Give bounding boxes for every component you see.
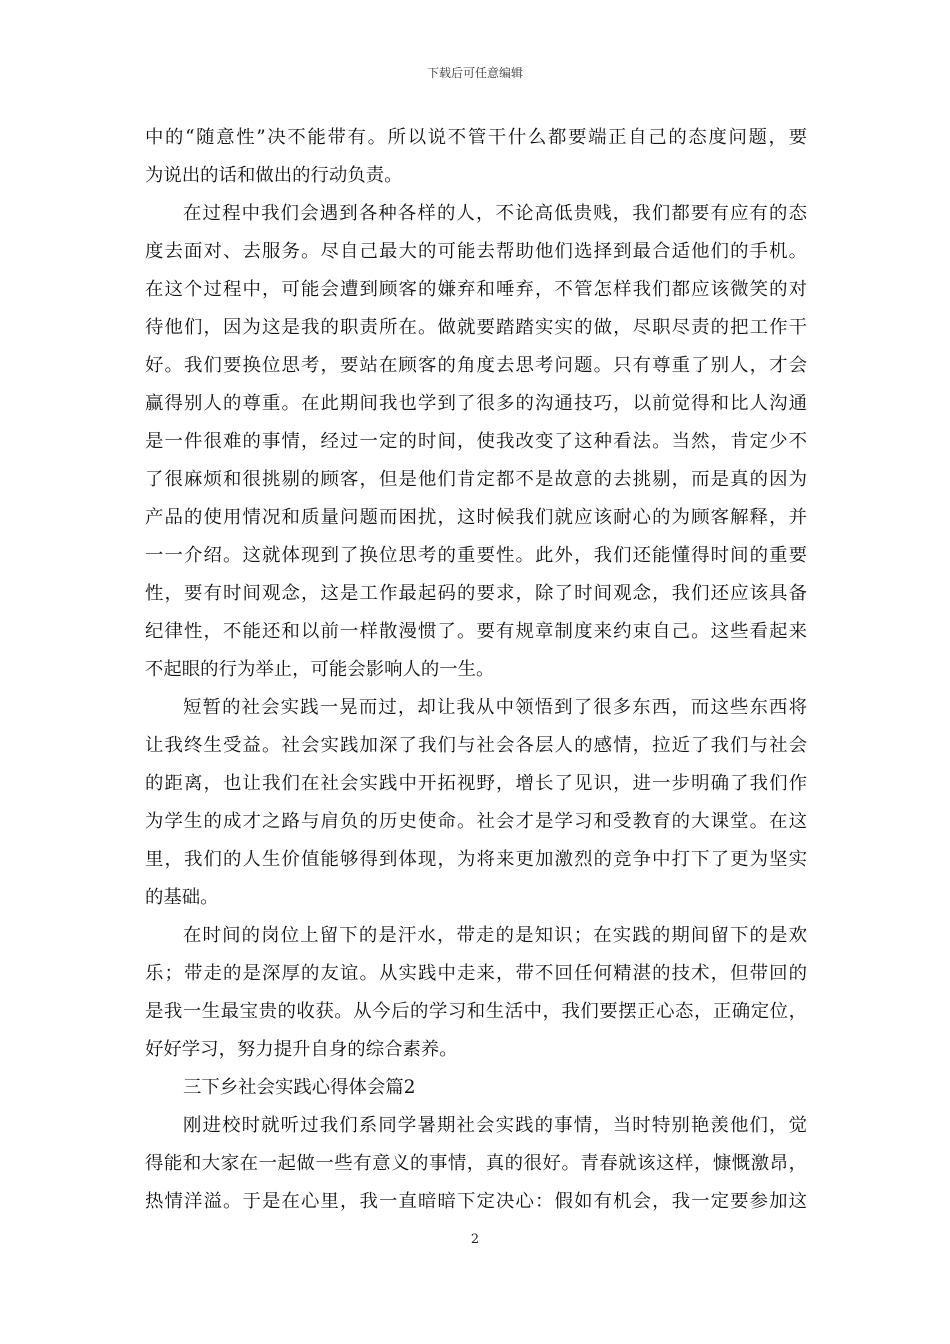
text-line: 热情洋溢。于是在心里，我一直暗暗下定决心：假如有机会，我一定要参加这 (145, 1191, 807, 1212)
text-line: 待他们，因为这是我的职责所在。做就要踏踏实实的做，尽职尽责的把工作干 (145, 317, 807, 338)
text-line: 产品的使用情况和质量问题而困扰，这时候我们就应该耐心的为顾客解释，并 (145, 507, 807, 528)
text-line: 中的“随意性”决不能带有。所以说不管干什么都要端正自己的态度问题，要 (145, 127, 807, 148)
section-heading (145, 1069, 807, 1107)
text-line: 不起眼的行为举止，可能会影响人的一生。 (145, 659, 495, 680)
text-line: 短暂的社会实践一晃而过，却让我从中领悟到了很多东西，而这些东西将 (183, 697, 807, 718)
text-line: 是我一生最宝贵的收获。从今后的学习和生活中，我们要摆正心态，正确定位， (145, 1001, 807, 1022)
text-line: 性，要有时间观念，这是工作最起码的要求，除了时间观念，我们还应该具备 (145, 583, 807, 604)
text-line: 好。我们要换位思考，要站在顾客的角度去思考问题。只有尊重了别人，才会 (145, 355, 807, 376)
paragraph (145, 917, 807, 1069)
text-line: 里，我们的人生价值能够得到体现，为将来更加激烈的竞争中打下了更为坚实 (145, 849, 807, 870)
paragraph (145, 1107, 807, 1221)
text-line: 了很麻烦和很挑剔的顾客，但是他们肯定都不是故意的去挑剔，而是真的因为 (145, 469, 807, 490)
paragraph (145, 195, 807, 689)
text-line: 为学生的成才之路与肩负的历史使命。社会才是学习和受教育的大课堂。在这 (145, 811, 807, 832)
text-line: 好好学习，努力提升自身的综合素养。 (145, 1039, 458, 1060)
text-line: 赢得别人的尊重。在此期间我也学到了很多的沟通技巧，以前觉得和比人沟通 (145, 393, 807, 414)
text-line: 一一介绍。这就体现到了换位思考的重要性。此外，我们还能懂得时间的重要 (145, 545, 807, 566)
text-line: 在过程中我们会遇到各种各样的人，不论高低贵贱，我们都要有应有的态 (183, 203, 807, 224)
text-line: 得能和大家在一起做一些有意义的事情，真的很好。青春就该这样，慷慨激昂， (145, 1153, 807, 1174)
text-line: 度去面对、去服务。尽自己最大的可能去帮助他们选择到最合适他们的手机。 (145, 241, 807, 262)
text-line: 乐；带走的是深厚的友谊。从实践中走来，带不回任何精湛的技术，但带回的 (145, 963, 807, 984)
paragraph (145, 689, 807, 917)
page-header: 下载后可任意编辑 (426, 66, 523, 80)
text-line: 三下乡社会实践心得体会篇2 (183, 1077, 416, 1098)
text-line: 的基础。 (145, 887, 219, 908)
text-line: 是一件很难的事情，经过一定的时间，使我改变了这种看法。当然，肯定少不 (145, 431, 807, 452)
text-line: 让我终生受益。社会实践加深了我们与社会各层人的感情，拉近了我们与社会 (145, 735, 807, 756)
text-line: 纪律性，不能还和以前一样散漫惯了。要有规章制度来约束自己。这些看起来 (145, 621, 807, 642)
paragraph (145, 119, 807, 195)
text-line: 刚进校时就听过我们系同学暑期社会实践的事情，当时特别艳羡他们，觉 (183, 1115, 807, 1136)
page-number: 2 (470, 1232, 480, 1247)
text-line: 在这个过程中，可能会遭到顾客的嫌弃和唾弃，不管怎样我们都应该微笑的对 (145, 279, 807, 300)
text-line: 在时间的岗位上留下的是汗水，带走的是知识；在实践的期间留下的是欢 (183, 925, 807, 946)
text-line: 的距离，也让我们在社会实践中开拓视野，增长了见识，进一步明确了我们作 (145, 773, 807, 794)
text-line: 为说出的话和做出的行动负责。 (145, 165, 403, 186)
document-body (145, 119, 807, 1221)
